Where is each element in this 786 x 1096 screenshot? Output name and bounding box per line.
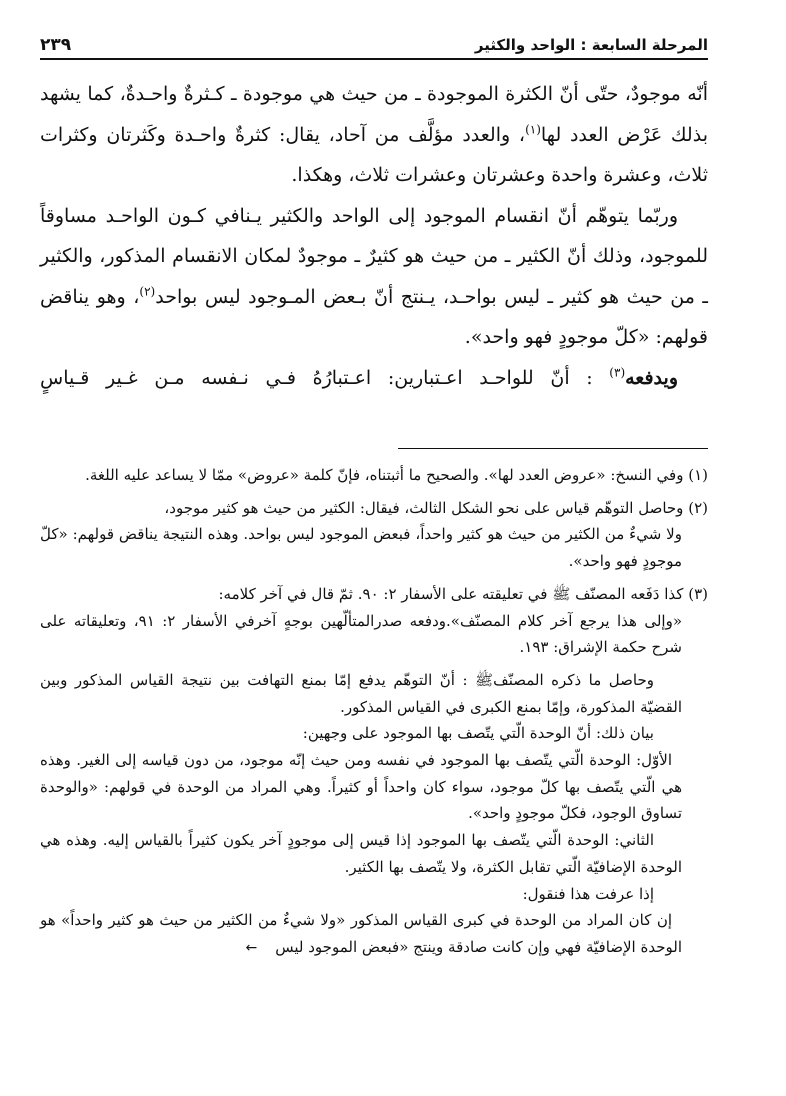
footnote-text: وفي النسخ: «عروض العدد لها». والصحيح ما أثبتناه، فإنّ كلمة «عروض» ممّا لا يساعد عليه اللغة. [85, 466, 684, 484]
footnote-text: كذا دَفَعه المصنّف ﷺ في تعليقته على الأسفار ٢: ٩٠. ثمّ قال في آخر كلامه: [218, 584, 684, 603]
paragraph-text: : أنّ للواحـد اعـتبارين: اعـتبارُهُ فـي نـفسه مـن غـير قـياسٍ [40, 366, 610, 389]
main-paragraph-2 [40, 196, 708, 358]
footnote-2 [40, 495, 708, 522]
footnote-label: (٣) [688, 584, 708, 603]
main-paragraph-1 [40, 74, 708, 196]
chapter-title: المرحلة السابعة : الواحد والكثير [474, 36, 708, 54]
footnote-paragraph-first-aspect: الأوّل: الوحدة الّتي يتّصف بها الموجود في نفسه ومن حيث إنّه موجود، من دون قياسه إلى الغير. وهذه هي الّتي يتّصف بها كلّ موجود، سواء كان واحداً أو كثيراً. وهي المراد من الوحدة في قولهم: «والوحدة تساوق الوجود، فكلّ موجودٍ واحد». [40, 751, 682, 823]
main-text [40, 74, 708, 398]
paragraph-text: وربّما يتوهّم أنّ انقسام الموجود إلى الواحد والكثير يـنافي كـون الواحـد مساوقاً للموجود، وذلك أنّ الكثير ـ من حيث هو كثيرٌ ـ موجودٌ لمكان الانقسام المذكور، والكثير ـ من حيث هو كثير ـ ليس بواحـد، يـنتج أنّ بـعض المـوجود ليس بواحد [40, 204, 708, 308]
footnote-paragraph-transition: إذا عرفت هذا فنقول: [522, 884, 654, 903]
footnote-text: إن كان المراد من الوحدة في كبرى القياس المذكور «ولا شيءٌ من الكثير من حيث هو كثير واحداً» هو الوحدة الإضافيّة فهي وإن كانت صادقة وينتج «فبعض الموجود ليس [40, 911, 682, 956]
footnote-2-continued [40, 521, 708, 574]
footnote-label: (١) [688, 466, 708, 484]
footnote-ref-3[interactable]: (٣) [609, 365, 626, 380]
footnote-paragraph-explanation: بيان ذلك: أنّ الوحدة الّتي يتّصف بها الموجود على وجهين: [302, 724, 654, 743]
footnote-paragraph-conclusion [40, 907, 708, 961]
running-header [40, 28, 708, 60]
footnote-ref-2[interactable]: (٢) [139, 284, 156, 299]
paragraph-lead: ويدفعه [625, 366, 678, 389]
footnote-text: وحاصل التوهّم قياس على نحو الشكل الثالث، فيقال: الكثير من حيث هو كثير موجود، [164, 498, 684, 517]
footnote-separator [398, 448, 708, 449]
footnote-label: (٢) [688, 498, 708, 517]
footnote-text: ولا شيءٌ من الكثير من حيث هو كثير واحداً، فبعض الموجود ليس بواحد. وهذه النتيجة يناقض قولهم: «كلّ موجودٍ فهو واحد». [40, 525, 682, 571]
footnote-paragraph-second-aspect: الثاني: الوحدة الّتي يتّصف بها الموجود إذا قيس إلى موجودٍ آخر يكون كثيراً بالقياس إليه. وهذه هي الوحدة الإضافيّة الّتي تقابل الكثرة، ولا يتّصف بها الكثير. [40, 831, 682, 876]
footnote-paragraph-summary: وحاصل ما ذكره المصنّفﷺ : أنّ التوهّم يدفع إمّا بمنع التهافت بين نتيجة القياس المذكور وبين القضيّة المذكورة، وإمّا بمنع الكبرى في القياس المذكور. [40, 670, 682, 716]
page-number: ٢٣٩ [40, 35, 72, 55]
footnote-ref-1[interactable]: (١) [525, 122, 541, 137]
main-paragraph-3 [40, 358, 708, 399]
footnote-1 [40, 462, 708, 489]
footnote-text: «وإلى هذا يرجع آخر كلام المصنّف».ودفعه صدرالمتألّهين بوجهٍ آخرفي الأسفار ٢: ٩١، وتعليقاته على شرح حكمة الإشراق: ١٩٣. [40, 611, 682, 657]
footnotes-section [40, 462, 708, 962]
paragraph-text: أنّه موجودٌ، حتّى أنّ الكثرة الموجودة ـ من حيث هي موجودة ـ كـثرةٌ واحـدةٌ، كما يشهد بذلك عَرْض العدد لها [40, 83, 708, 146]
continue-arrow-icon: ← [245, 939, 258, 956]
paragraph-text: ، والعدد مؤلَّف من آحاد، يقال: كثرةٌ واحـدة وكَثرتان وكثرات ثلاث، وعشرة واحدة وعشرتان وعشرات ثلاث، وهكذا. [40, 123, 708, 186]
footnote-3-continued [40, 608, 708, 661]
footnote-3 [40, 581, 708, 608]
paragraph-text: ، وهو يناقض قولهم: «كلّ موجودٍ فهو واحد». [40, 285, 708, 348]
